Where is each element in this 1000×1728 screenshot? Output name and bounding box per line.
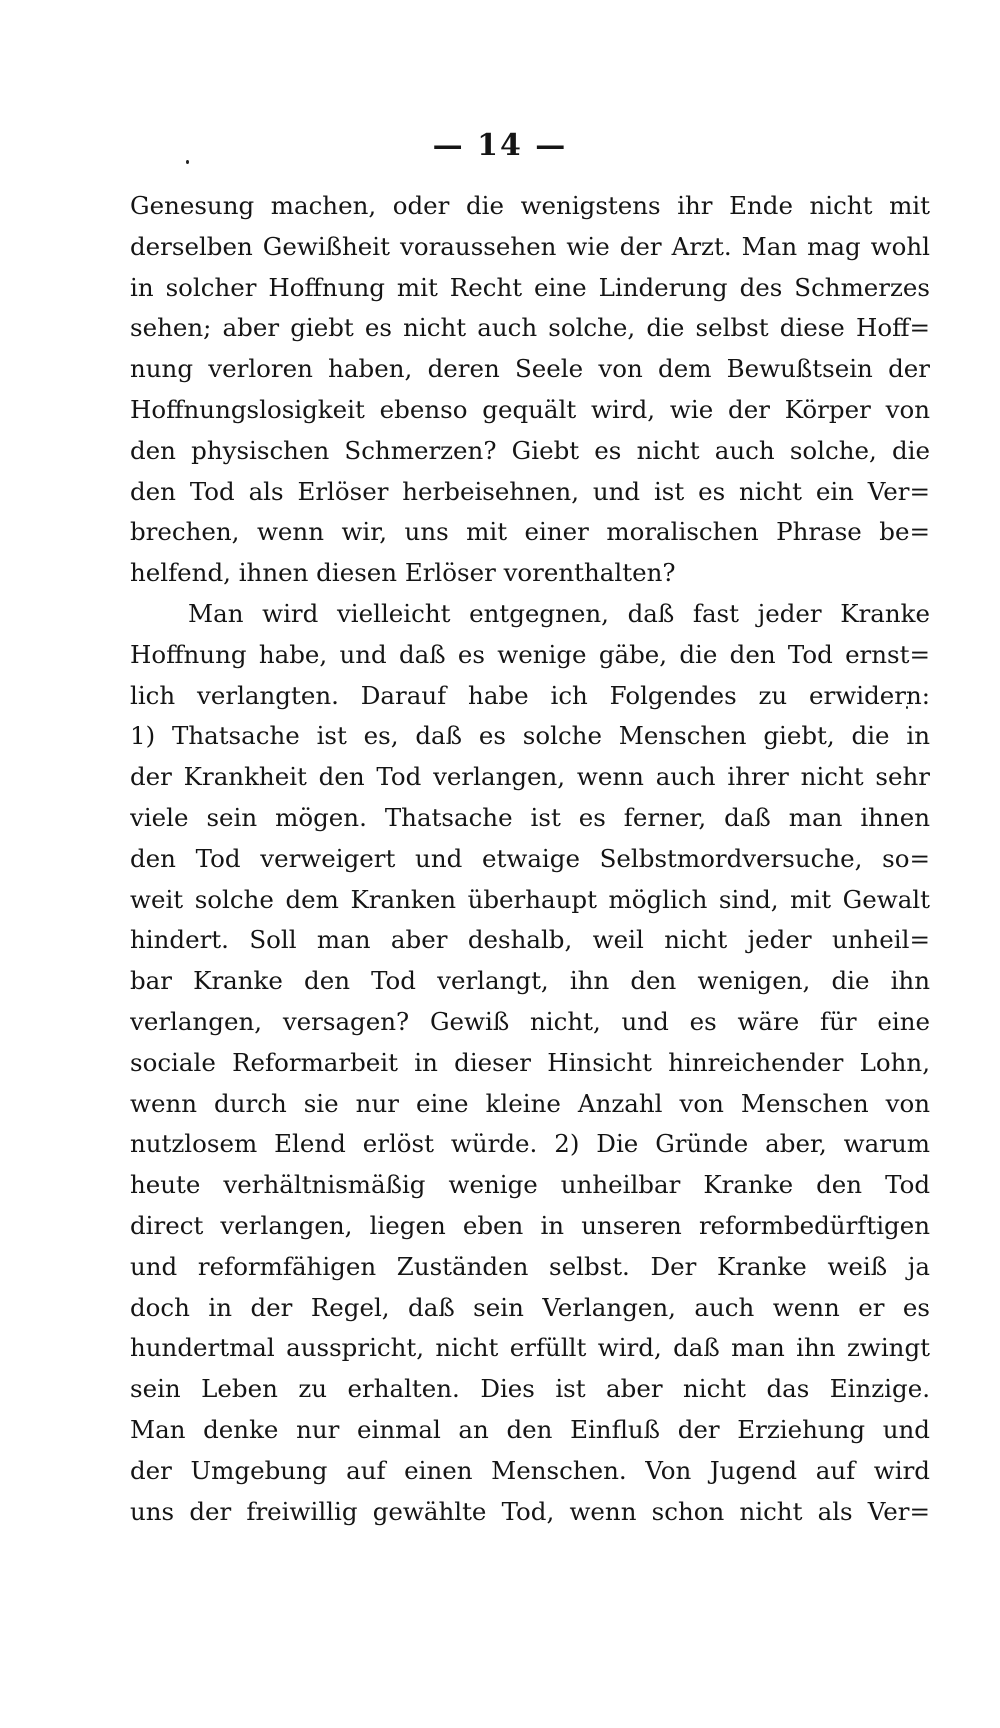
text-line: derselben Gewißheit voraussehen wie der Arzt. Man mag wohl xyxy=(130,231,930,261)
text-line: Man denke nur einmal an den Einfluß der Erziehung und xyxy=(130,1414,930,1444)
text-line: weit solche dem Kranken überhaupt möglich sind, mit Gewalt xyxy=(130,884,930,914)
text-line: in solcher Hoffnung mit Recht eine Linderung des Schmerzes xyxy=(130,272,930,302)
page-number: — 14 — xyxy=(432,128,568,163)
text-line: nung verloren haben, deren Seele von dem Bewußtsein der xyxy=(130,354,930,384)
text-line: bar Kranke den Tod verlangt, ihn den wenigen, die ihn xyxy=(130,966,930,996)
text-line: direct verlangen, liegen eben in unseren reformbedürftigen xyxy=(130,1210,930,1240)
text-line: doch in der Regel, daß sein Verlangen, auch wenn er es xyxy=(130,1292,930,1322)
text-line: den Tod verweigert und etwaige Selbstmordversuche, so= xyxy=(130,843,930,873)
text-line: uns der freiwillig gewählte Tod, wenn schon nicht als Ver= xyxy=(130,1496,930,1526)
text-line: wenn durch sie nur eine kleine Anzahl von Menschen von xyxy=(130,1088,930,1118)
text-line: viele sein mögen. Thatsache ist es ferner, daß man ihnen xyxy=(130,802,930,832)
text-line: sein Leben zu erhalten. Dies ist aber nicht das Einzige. xyxy=(130,1374,930,1404)
text-line: Genesung machen, oder die wenigstens ihr Ende nicht mit xyxy=(130,191,930,220)
text-line: der Krankheit den Tod verlangen, wenn auch ihrer nicht sehr xyxy=(130,762,930,792)
text-line: den Tod als Erlöser herbeisehnen, und ist es nicht ein Ver= xyxy=(130,476,930,506)
body-text xyxy=(130,186,930,1532)
text-line: 1) Thatsache ist es, daß es solche Menschen giebt, die in xyxy=(130,721,930,751)
text-line: heute verhältnismäßig wenige unheilbar Kranke den Tod xyxy=(130,1170,930,1200)
text-line: sehen; aber giebt es nicht auch solche, die selbst diese Hoff= xyxy=(130,313,930,343)
paragraph-end-line: helfend, ihnen diesen Erlöser vorenthalten? xyxy=(130,558,676,588)
print-speck xyxy=(186,160,189,164)
text-line: den physischen Schmerzen? Giebt es nicht auch solche, die xyxy=(130,435,930,465)
paragraph-start-line: Man wird vielleicht entgegnen, daß fast jeder Kranke xyxy=(188,598,930,628)
text-line: lich verlangten. Darauf habe ich Folgendes zu erwidern: xyxy=(130,680,930,710)
text-line: der Umgebung auf einen Menschen. Von Jugend auf wird xyxy=(130,1455,930,1485)
text-line: hindert. Soll man aber deshalb, weil nicht jeder unheil= xyxy=(130,925,930,955)
text-line: sociale Reformarbeit in dieser Hinsicht hinreichender Lohn, xyxy=(130,1047,930,1077)
text-line: Hoffnungslosigkeit ebenso gequält wird, wie der Körper von xyxy=(130,394,930,424)
text-line: brechen, wenn wir, uns mit einer moralischen Phrase be= xyxy=(130,517,930,547)
text-line: und reformfähigen Zuständen selbst. Der Kranke weiß ja xyxy=(130,1251,930,1281)
text-line: hundertmal ausspricht, nicht erfüllt wird, daß man ihn zwingt xyxy=(130,1333,930,1363)
text-line: Hoffnung habe, und daß es wenige gäbe, die den Tod ernst= xyxy=(130,639,930,669)
text-line: nutzlosem Elend erlöst würde. 2) Die Gründe aber, warum xyxy=(130,1129,930,1159)
text-line: verlangen, versagen? Gewiß nicht, und es wäre für eine xyxy=(130,1006,930,1036)
